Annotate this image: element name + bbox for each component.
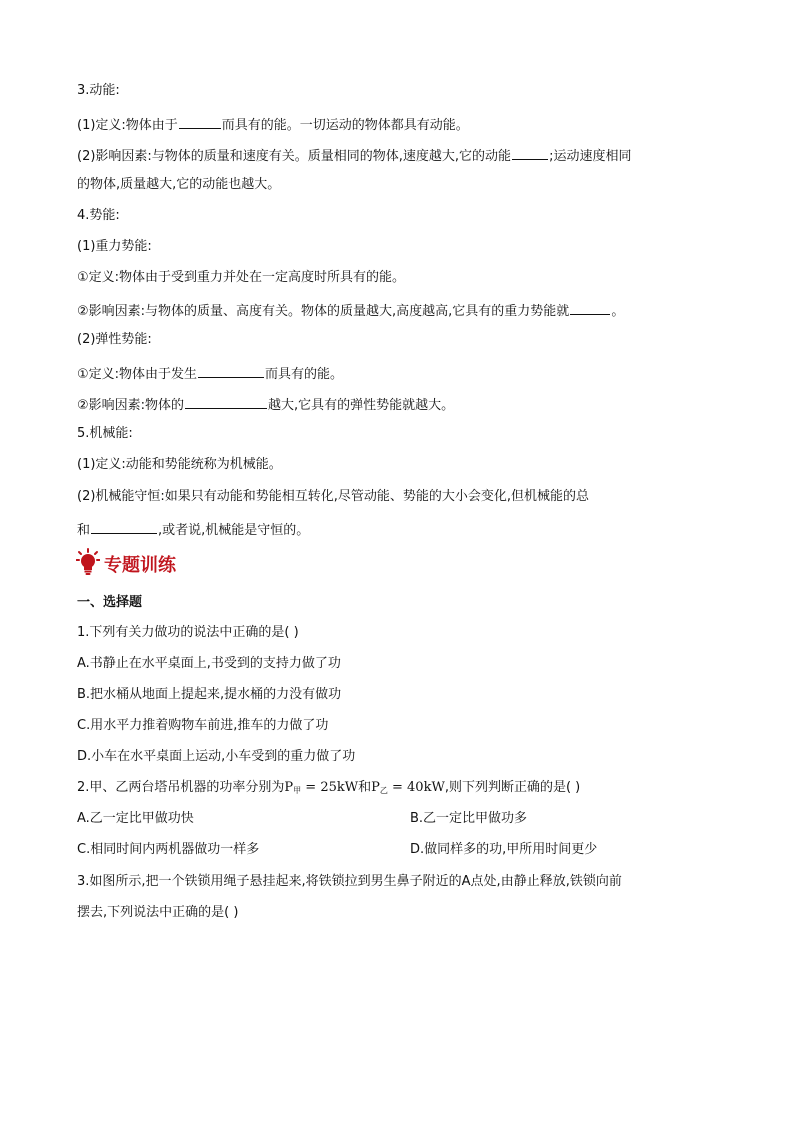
text-fragment: ,或者说,机械能是守恒的。 — [158, 523, 310, 538]
question-2-option-d[interactable]: D.做同样多的功,甲所用时间更少 — [410, 842, 598, 857]
lightbulb-icon — [76, 548, 100, 580]
question-2-option-b[interactable]: B.乙一定比甲做功多 — [410, 811, 528, 826]
answer-blank[interactable] — [91, 519, 157, 534]
question-3-stem-cont: 摆去,下列说法中正确的是( ) — [77, 905, 239, 920]
question-3-stem: 3.如图所示,把一个铁锁用绳子悬挂起来,将铁锁拉到男生鼻子附近的A点处,由静止释放,铁锁向前 — [77, 874, 622, 889]
text-fragment: ②影响因素:与物体的质量、高度有关。物体的质量越大,高度越高,它具有的重力势能就 — [77, 304, 570, 319]
question-2-option-c[interactable]: C.相同时间内两机器做功一样多 — [77, 842, 260, 857]
power-subscript: 乙 — [379, 786, 388, 795]
question-2-stem — [77, 779, 580, 800]
answer-blank[interactable] — [198, 363, 264, 378]
section-3-definition — [77, 114, 469, 135]
mechanical-energy-definition: (1)定义:动能和势能统称为机械能。 — [77, 457, 282, 472]
section-4-title: 4.势能: — [77, 208, 120, 223]
text-fragment: 和 — [77, 523, 91, 538]
question-1-option-d[interactable]: D.小车在水平桌面上运动,小车受到的重力做了功 — [77, 749, 356, 764]
answer-blank[interactable] — [512, 145, 548, 160]
text-fragment: ①定义:物体由于发生 — [77, 367, 198, 382]
section-heading — [76, 548, 176, 580]
answer-blank[interactable] — [179, 114, 221, 129]
conservation-text-cont — [77, 519, 309, 540]
section-5-title: 5.机械能: — [77, 426, 133, 441]
conservation-text: (2)机械能守恒:如果只有动能和势能相互转化,尽管动能、势能的大小会变化,但机械能的总 — [77, 489, 590, 504]
power-symbol: P — [371, 780, 380, 795]
power-subscript: 甲 — [293, 786, 302, 795]
section-3-factors-cont: 的物体,质量越大,它的动能也越大。 — [77, 177, 281, 192]
text-fragment: ,则下列判断正确的是( ) — [444, 780, 581, 795]
section-3-factors — [77, 145, 631, 166]
gravity-pe-title: (1)重力势能: — [77, 239, 152, 254]
question-1-option-c[interactable]: C.用水平力推着购物车前进,推车的力做了功 — [77, 718, 329, 733]
text-fragment: 2.甲、乙两台塔吊机器的功率分别为 — [77, 780, 285, 795]
power-formula-a — [284, 780, 444, 795]
text-fragment: 。 — [611, 304, 625, 319]
text-fragment: ;运动速度相同 — [549, 149, 632, 164]
section-title: 专题训练 — [104, 555, 176, 576]
power-value: = 40kW — [392, 780, 445, 795]
question-2-option-a[interactable]: A.乙一定比甲做功快 — [77, 811, 194, 826]
answer-blank[interactable] — [570, 300, 610, 315]
elastic-pe-definition — [77, 363, 343, 384]
answer-blank[interactable] — [185, 394, 267, 409]
gravity-pe-definition: ①定义:物体由于受到重力并处在一定高度时所具有的能。 — [77, 270, 406, 285]
section-3-title: 3.动能: — [77, 83, 120, 98]
text-fragment: 而具有的能。 — [265, 367, 344, 382]
text-fragment: 而具有的能。一切运动的物体都具有动能。 — [221, 118, 469, 133]
gravity-pe-factors — [77, 300, 624, 321]
question-1-option-b[interactable]: B.把水桶从地面上提起来,提水桶的力没有做功 — [77, 687, 342, 702]
power-symbol: P — [284, 780, 294, 795]
elastic-pe-factors — [77, 394, 454, 415]
question-1-stem: 1.下列有关力做功的说法中正确的是( ) — [77, 625, 299, 640]
text-fragment: ②影响因素:物体的 — [77, 398, 185, 413]
part-title: 一、选择题 — [77, 595, 143, 610]
power-value: = 25kW和 — [305, 780, 372, 795]
text-fragment: (2)影响因素:与物体的质量和速度有关。质量相同的物体,速度越大,它的动能 — [77, 149, 512, 164]
text-fragment: (1)定义:物体由于 — [77, 118, 178, 133]
elastic-pe-title: (2)弹性势能: — [77, 332, 152, 347]
text-fragment: 越大,它具有的弹性势能就越大。 — [268, 398, 455, 413]
question-1-option-a[interactable]: A.书静止在水平桌面上,书受到的支持力做了功 — [77, 656, 341, 671]
